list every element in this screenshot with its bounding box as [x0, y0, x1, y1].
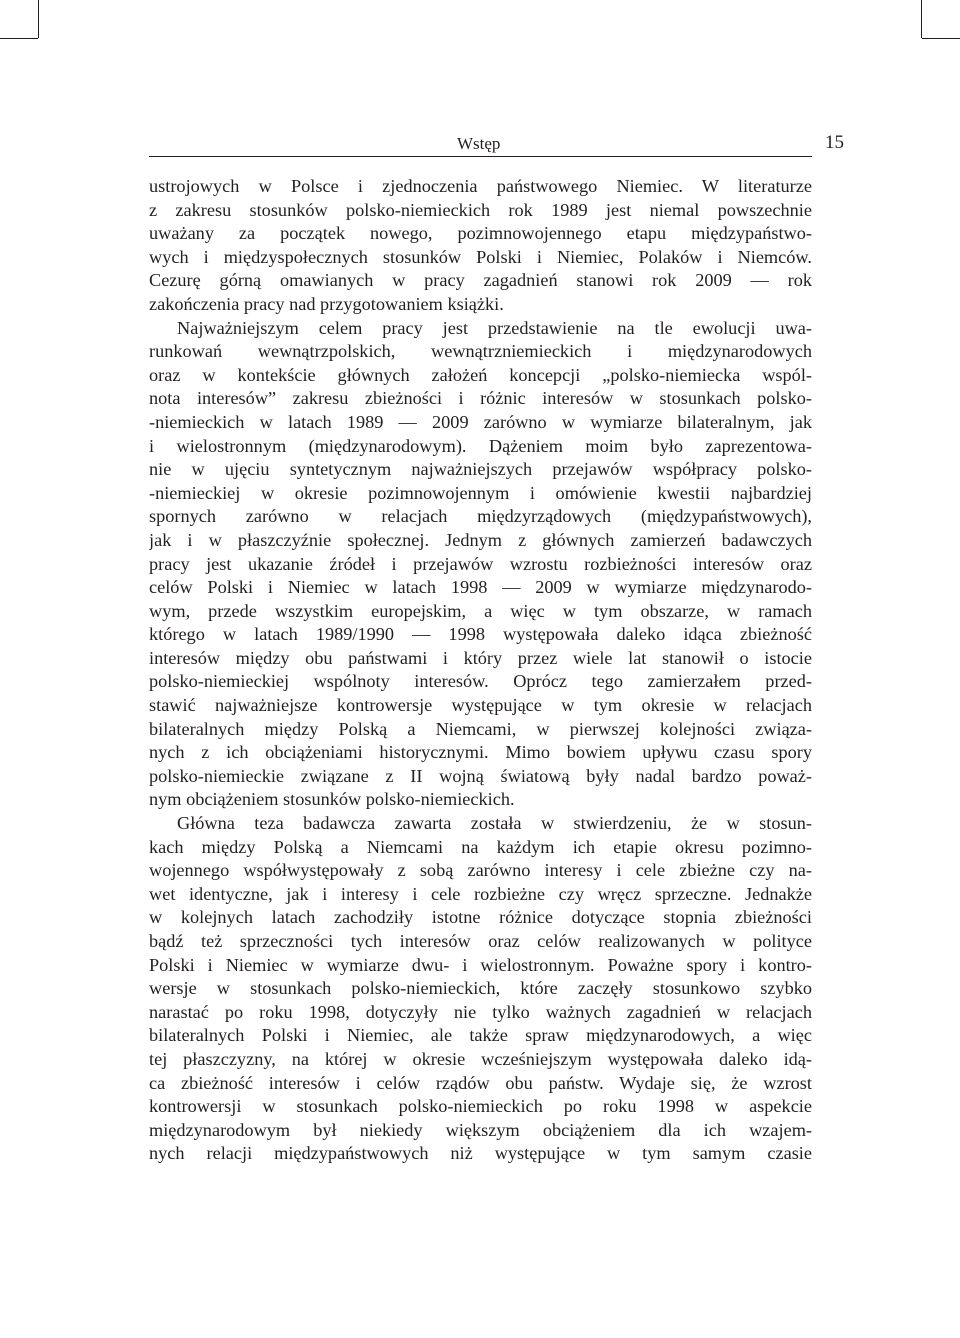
text-line: tej płaszczyzny, na której w okresie wcześniejszym występowała daleko idą- [149, 1048, 812, 1069]
text-line: nych z ich obciążeniami historycznymi. Mimo bowiem upływu czasu spory [149, 742, 812, 763]
text-line: bilateralnych między Polską a Niemcami, w pierwszej kolejności związa- [149, 718, 812, 739]
crop-mark-top-right-horizontal [922, 38, 960, 39]
text-line: bądź też sprzeczności tych interesów oraz celów realizowanych w polityce [149, 931, 812, 951]
text-line: kontrowersji w stosunkach polsko-niemieckich po roku 1998 w aspekcie [149, 1096, 812, 1117]
text-line: kach między Polską a Niemcami na każdym ich etapie okresu pozimno- [149, 836, 812, 857]
crop-mark-top-right-vertical [921, 0, 922, 38]
text-line: polsko-niemieckiej wspólnoty interesów. Oprócz tego zamierzałem przed- [149, 671, 812, 692]
text-line: nota interesów” zakresu zbieżności i różnic interesów w stosunkach polsko- [149, 388, 812, 409]
text-line: -niemieckich w latach 1989 — 2009 zarówno w wymiarze bilateralnym, jak [149, 411, 812, 432]
page-number: 15 [825, 132, 844, 153]
text-line: oraz w kontekście głównych założeń koncepcji „polsko-niemiecka wspól- [149, 364, 812, 385]
text-line: Cezurę górną omawianych w pracy zagadnień stanowi rok 2009 — rok [149, 270, 812, 291]
text-line: nie w ujęciu syntetycznym najważniejszych przejawów współpracy polsko- [149, 459, 812, 480]
text-line: z zakresu stosunków polsko-niemieckich rok 1989 jest niemal powszechnie [149, 199, 812, 220]
crop-mark-top-left-horizontal [0, 38, 38, 39]
text-line: w kolejnych latach zachodziły istotne różnice dotyczące stopnia zbieżności [149, 907, 812, 928]
text-line: wet identyczne, jak i interesy i cele rozbieżne czy wręcz sprzeczne. Jednakże [149, 883, 812, 904]
running-header [149, 134, 812, 157]
text-line: ca zbieżność interesów i celów rządów obu państw. Wydaje się, że wzrost [149, 1072, 812, 1093]
text-line: jak i w płaszczyźnie społecznej. Jednym z głównych zamierzeń badawczych [149, 529, 812, 550]
text-line: nych relacji międzypaństwowych niż występujące w tym samym czasie [149, 1143, 812, 1164]
text-line: runkowań wewnątrzpolskich, wewnątrzniemieckich i międzynarodowych [149, 341, 812, 362]
text-line: Główna teza badawcza zawarta została w stwierdzeniu, że w stosun- [177, 813, 812, 834]
text-line: polsko-niemieckie związane z II wojną światową były nadal bardzo poważ- [149, 765, 812, 786]
text-line: wych i międzyspołecznych stosunków Polski i Niemiec, Polaków i Niemców. [149, 246, 812, 267]
text-line: zakończenia pracy nad przygotowaniem książki. [149, 293, 504, 314]
crop-mark-top-left-vertical [38, 0, 39, 38]
text-line: spornych zarówno w relacjach międzyrządowych (międzypaństwowych), [149, 506, 812, 527]
text-line: nym obciążeniem stosunków polsko-niemieckich. [149, 789, 515, 810]
text-line: celów Polski i Niemiec w latach 1998 — 2009 w wymiarze międzynarodo- [149, 577, 812, 598]
text-line: wym, przede wszystkim europejskim, a więc w tym obszarze, w ramach [149, 600, 812, 621]
text-line: wersje w stosunkach polsko-niemieckich, które zaczęły stosunkowo szybko [149, 978, 812, 999]
text-line: ustrojowych w Polsce i zjednoczenia państwowego Niemiec. W literaturze [149, 176, 812, 196]
text-line: wojennego współwystępowały z sobą zarówno interesy i cele zbieżne czy na- [149, 860, 812, 881]
body-text [149, 175, 812, 1166]
text-line: Polski i Niemiec w wymiarze dwu- i wielostronnym. Poważne spory i kontro- [149, 954, 812, 975]
text-line: -niemieckiej w okresie pozimnowojennym i omówienie kwestii najbardziej [149, 482, 812, 503]
text-line: interesów między obu państwami i który przez wiele lat stanowił o istocie [149, 647, 812, 668]
text-line: Najważniejszym celem pracy jest przedstawienie na tle ewolucji uwa- [177, 317, 812, 338]
text-line: którego w latach 1989/1990 — 1998 występowała daleko idąca zbieżność [149, 624, 812, 645]
text-line: międzynarodowym był niekiedy większym obciążeniem dla ich wzajem- [149, 1119, 812, 1140]
text-line: uważany za początek nowego, pozimnowojennego etapu międzypaństwo- [149, 223, 812, 244]
text-line: narastać po roku 1998, dotyczyły nie tylko ważnych zagadnień w relacjach [149, 1001, 812, 1022]
text-line: i wielostronnym (międzynarodowym). Dążeniem moim było zaprezentowa- [149, 435, 812, 456]
text-line: pracy jest ukazanie źródeł i przejawów wzrostu rozbieżności interesów oraz [149, 553, 812, 574]
text-line: stawić najważniejsze kontrowersje występujące w tym okresie w relacjach [149, 695, 812, 716]
text-line: bilateralnych Polski i Niemiec, ale także spraw międzynarodowych, a więc [149, 1025, 812, 1046]
running-head-title: Wstęp [457, 134, 501, 153]
